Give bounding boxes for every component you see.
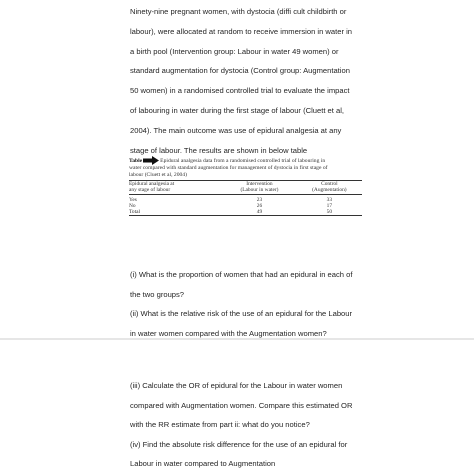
arrow-right-icon <box>143 156 159 165</box>
column-header: any stage of labour <box>129 187 222 194</box>
table-cell: 23 <box>256 196 263 203</box>
row-label: Yes <box>129 196 137 203</box>
intro-line: of labouring in water during the first stage of labour (Cluett et al, <box>130 105 345 115</box>
intro-line: Ninety-nine pregnant women, with dystocia (diffi cult childbirth or <box>130 7 347 16</box>
intro-line: standard augmentation for dystocia (Control group: Augmentation <box>130 66 350 76</box>
epidural-data-table <box>129 180 362 216</box>
column-header: (Labour in water) <box>222 187 297 194</box>
table-cell: 49 <box>222 209 297 216</box>
questions-block-2 <box>130 376 466 474</box>
question-line: (ii) What is the relative risk of the use of an epidural for the Labour <box>130 309 353 318</box>
table-caption <box>129 156 362 178</box>
question-line: (iv) Find the absolute risk difference for the use of an epidural for <box>130 439 348 449</box>
table-caption-line: Epidural analgesia data from a randomised controlled trial of labouring in <box>160 157 326 164</box>
table-cell: 17 <box>326 202 333 209</box>
question-line: with the RR estimate from part ii: what do you notice? <box>130 420 310 429</box>
question-line: (i) What is the proportion of women that had an epidural in each of <box>130 270 353 279</box>
intro-line: labour), were allocated at random to receive immersion in water in <box>130 26 353 36</box>
table-row <box>129 209 362 216</box>
column-header: Intervention <box>222 181 297 188</box>
page-divider <box>0 338 474 340</box>
questions-block-1 <box>130 265 466 343</box>
column-header: Epidural analgesia at <box>129 181 222 188</box>
table-row <box>129 194 362 203</box>
row-label: No <box>129 202 136 209</box>
question-line: compared with Augmentation women. Compare this estimated OR <box>130 400 353 410</box>
table-cell: 33 <box>326 196 333 203</box>
intro-line: 2004). The main outcome was use of epidural analgesia at any <box>130 125 342 135</box>
table-cell: 26 <box>256 202 263 209</box>
row-label: Total <box>129 209 222 216</box>
table-cell: 50 <box>297 209 362 216</box>
table-caption-line: water compared with standard augmentation for management of dystocia in first stage of <box>129 165 328 171</box>
epidural-table-figure <box>129 156 362 216</box>
question-line: the two groups? <box>130 289 185 299</box>
intro-line: 50 women) in a randomised controlled trial to evaluate the impact <box>130 86 350 96</box>
question-line: (iii) Calculate the OR of epidural for the Labour in water women <box>130 381 343 390</box>
column-header: (Augmentation) <box>297 187 362 194</box>
intro-paragraph <box>130 2 466 160</box>
intro-line: a birth pool (Intervention group: Labour in water 49 women) or <box>130 46 339 56</box>
intro-line: stage of labour. The results are shown in below table <box>130 145 308 155</box>
question-line: Labour in water compared to Augmentation <box>130 459 276 468</box>
table-caption-line: labour (Cluett et al, 2004) <box>129 171 187 178</box>
question-line: in water women compared with the Augmentation women? <box>130 328 327 338</box>
table-caption-label: Table <box>129 157 143 164</box>
column-header: Control <box>297 181 362 188</box>
